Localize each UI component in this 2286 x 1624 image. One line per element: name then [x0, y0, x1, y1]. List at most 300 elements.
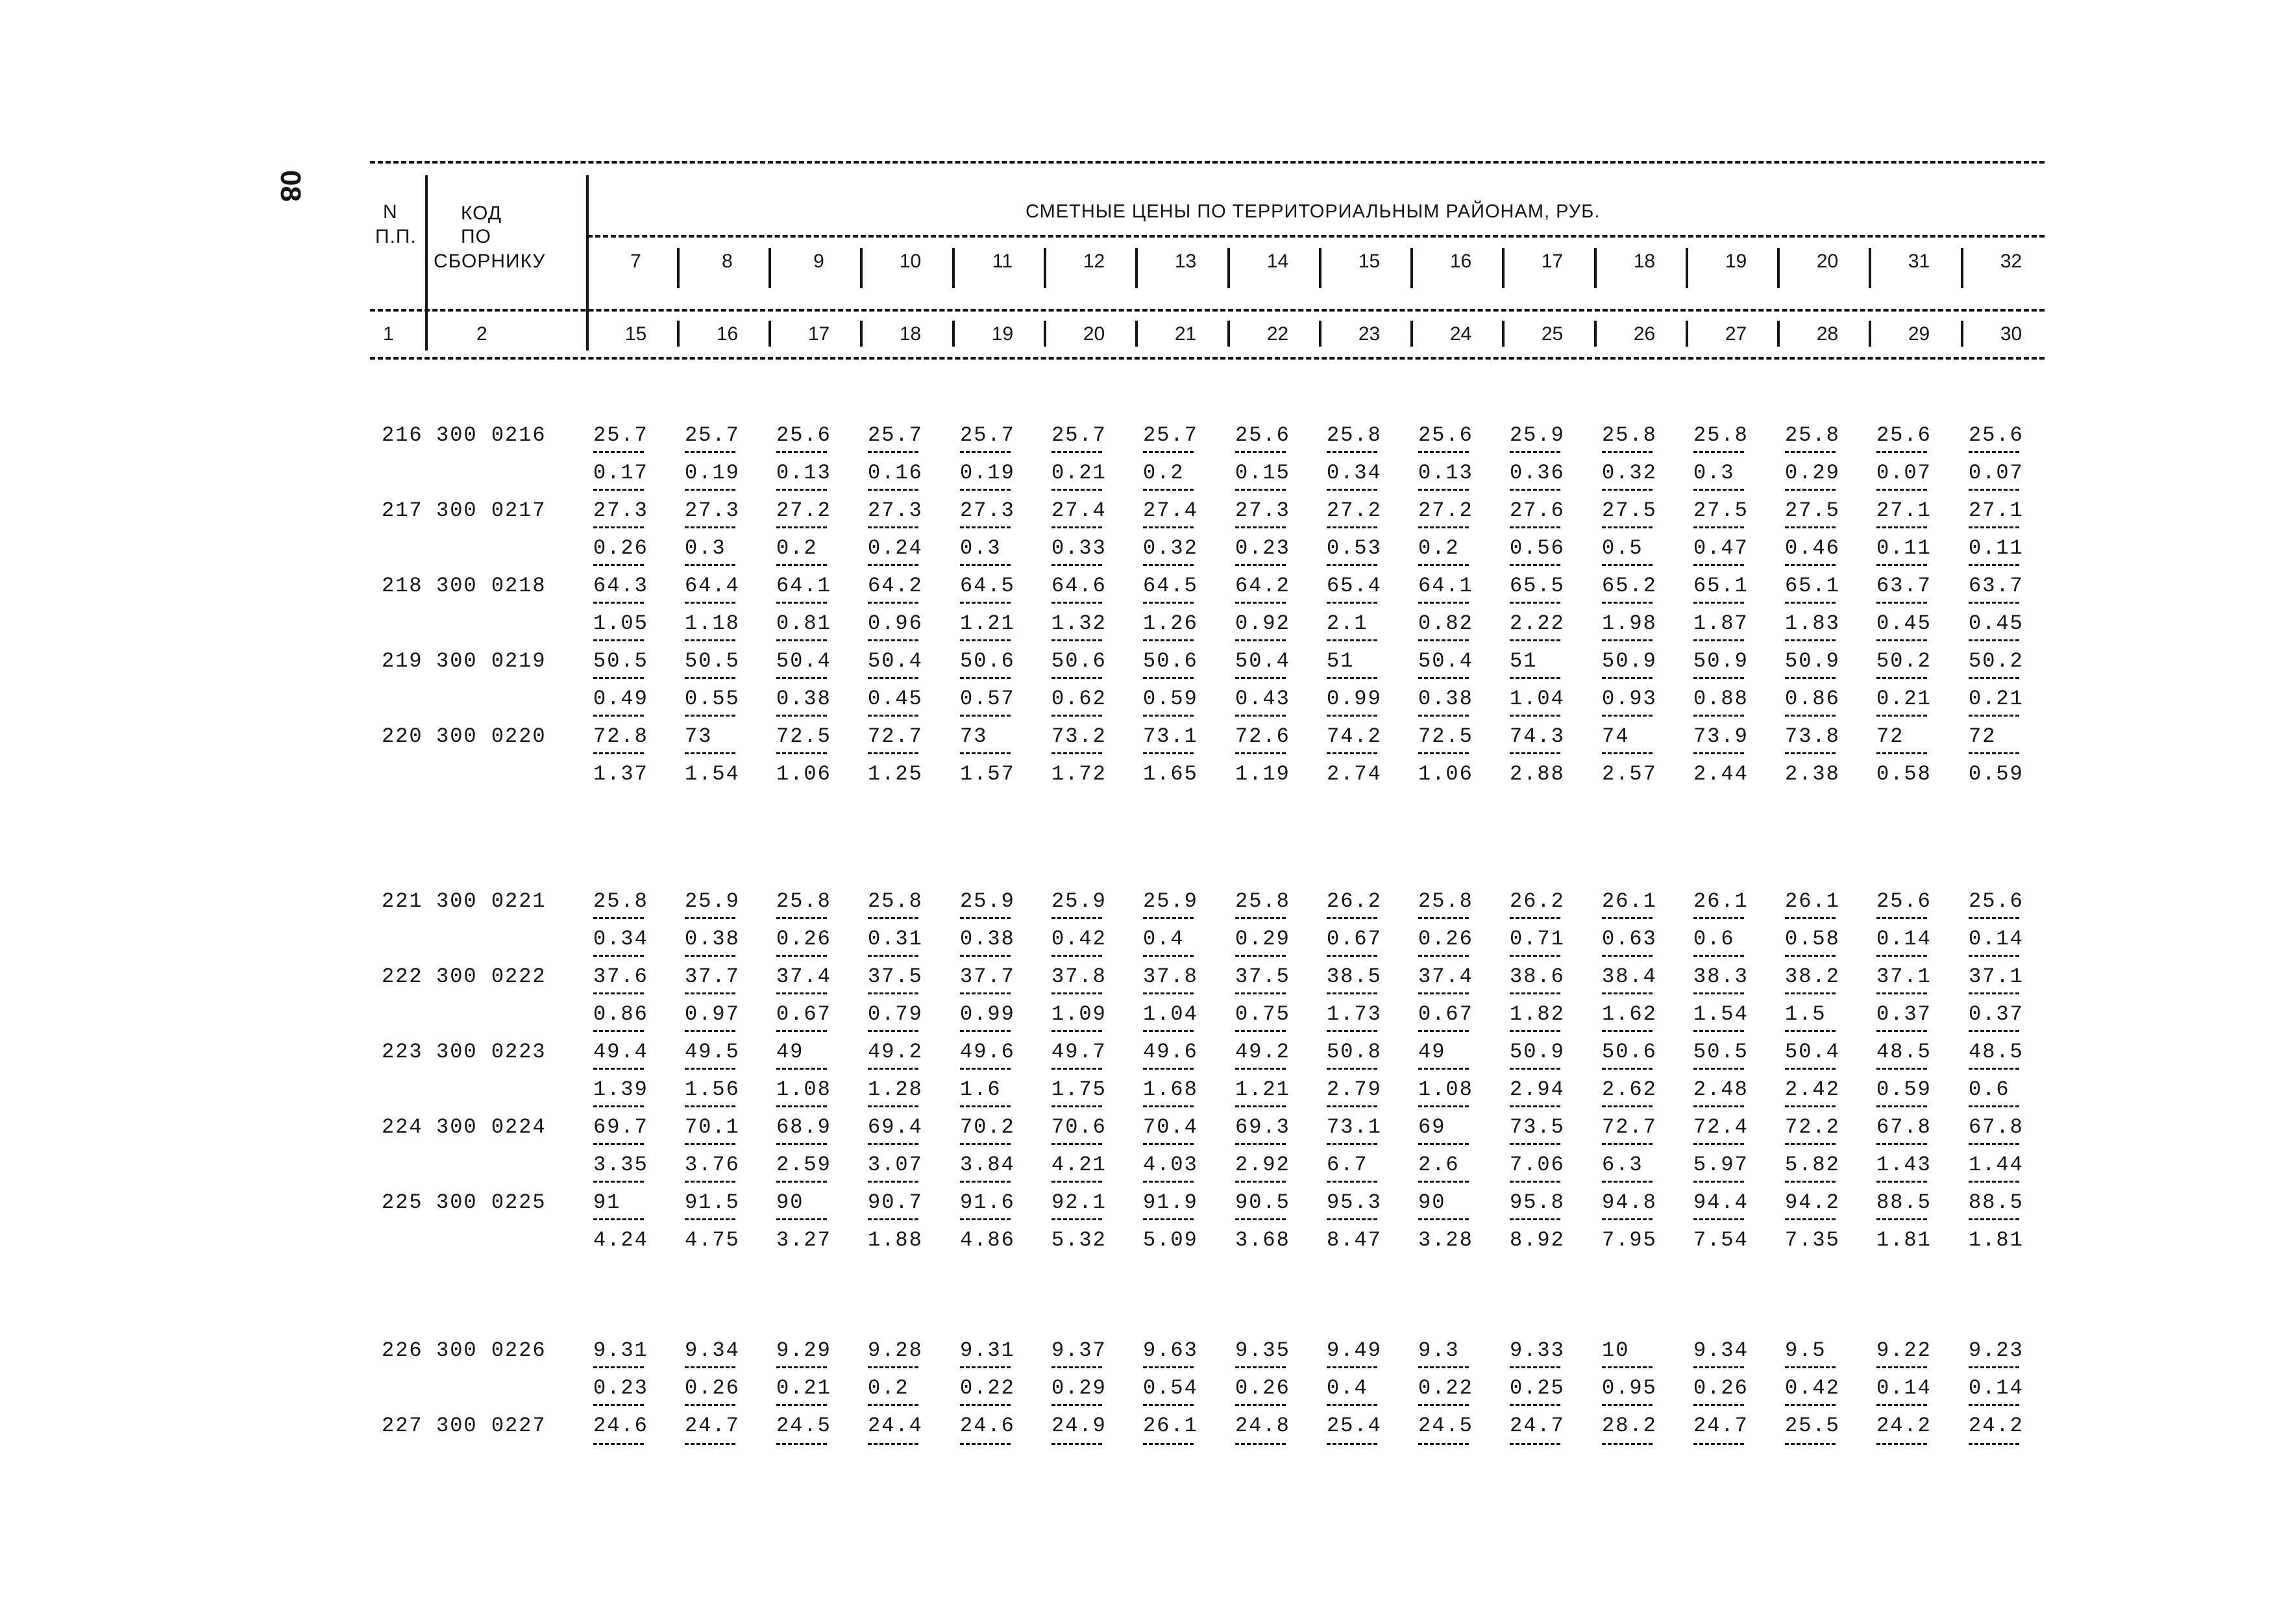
- table-cell: 69.4: [868, 1115, 923, 1139]
- cell-separator: [1418, 1143, 1469, 1145]
- cell-separator: [1876, 917, 1927, 919]
- table-cell: 0.43: [1235, 687, 1290, 711]
- cell-separator: [593, 1404, 644, 1406]
- row-code: 300 0223: [436, 1040, 547, 1064]
- cell-separator: [1051, 917, 1102, 919]
- cell-separator: [593, 955, 644, 957]
- table-cell: 1.21: [960, 611, 1015, 635]
- table-cell: 26.1: [1693, 889, 1749, 913]
- row-code: 300 0218: [436, 574, 547, 598]
- cell-separator: [960, 564, 1011, 566]
- cell-separator: [776, 1143, 827, 1145]
- table-cell: 10: [1602, 1338, 1630, 1362]
- table-cell: 25.9: [1143, 889, 1198, 913]
- cell-separator: [868, 602, 918, 604]
- table-cell: 50.4: [868, 649, 923, 673]
- table-cell: 73.2: [1051, 724, 1107, 748]
- table-cell: 0.45: [1876, 611, 1932, 635]
- table-cell: 0.67: [1418, 1002, 1473, 1026]
- table-cell: 72.5: [776, 724, 831, 748]
- cell-separator: [1327, 1366, 1377, 1368]
- table-cell: 38.6: [1510, 965, 1565, 989]
- cell-separator: [1143, 1030, 1194, 1032]
- cell-separator: [868, 639, 918, 641]
- table-cell: 9.28: [868, 1338, 923, 1362]
- cell-separator: [1143, 992, 1194, 994]
- table-cell: 7.95: [1602, 1228, 1657, 1252]
- cell-separator: [1327, 1143, 1377, 1145]
- table-cell: 0.23: [593, 1376, 648, 1400]
- cell-separator: [1510, 1030, 1560, 1032]
- table-cell: 1.65: [1143, 762, 1198, 786]
- table-cell: 68.9: [776, 1115, 831, 1139]
- cell-separator: [685, 1366, 735, 1368]
- table-cell: 0.13: [1418, 461, 1473, 485]
- cell-separator: [1876, 752, 1927, 754]
- table-title: СМЕТНЫЕ ЦЕНЫ ПО ТЕРРИТОРИАЛЬНЫМ РАЙОНАМ, РУБ.: [1026, 201, 1601, 222]
- table-cell: 25.6: [1969, 889, 2024, 913]
- table-cell: 70.6: [1051, 1115, 1107, 1139]
- table-cell: 0.88: [1693, 687, 1749, 711]
- cell-separator: [1969, 715, 2019, 717]
- table-cell: 3.35: [593, 1153, 648, 1177]
- cell-separator: [1602, 1366, 1653, 1368]
- cell-separator: [1327, 1068, 1377, 1070]
- table-cell: 27.3: [593, 498, 648, 523]
- table-cell: 50.6: [1143, 649, 1198, 673]
- col-divider: [425, 175, 428, 351]
- table-cell: 24.7: [1693, 1414, 1749, 1438]
- cell-separator: [1510, 451, 1560, 453]
- cell-separator: [1510, 917, 1560, 919]
- cell-separator: [1876, 1404, 1927, 1406]
- table-cell: 0.37: [1969, 1002, 2024, 1026]
- cell-separator: [1327, 1404, 1377, 1406]
- cell-separator: [1876, 489, 1927, 491]
- cell-separator: [776, 715, 827, 717]
- cell-separator: [1418, 1105, 1469, 1107]
- cell-separator: [1051, 955, 1102, 957]
- table-cell: 49.2: [1235, 1040, 1290, 1064]
- table-cell: 88.5: [1969, 1190, 2024, 1214]
- cell-separator: [1235, 1443, 1286, 1445]
- table-cell: 2.62: [1602, 1077, 1657, 1101]
- table-cell: 0.37: [1876, 1002, 1932, 1026]
- cell-separator: [1602, 1143, 1653, 1145]
- table-cell: 0.32: [1143, 536, 1198, 560]
- cell-separator: [1051, 992, 1102, 994]
- cell-separator: [960, 1366, 1011, 1368]
- table-cell: 2.22: [1510, 611, 1565, 635]
- table-cell: 0.21: [1969, 687, 2024, 711]
- table-cell: 74.3: [1510, 724, 1565, 748]
- cell-separator: [593, 1181, 644, 1183]
- table-cell: 37.7: [960, 965, 1015, 989]
- table-cell: 27.4: [1051, 498, 1107, 523]
- table-cell: 0.33: [1051, 536, 1107, 560]
- table-cell: 26.2: [1327, 889, 1382, 913]
- table-cell: 70.1: [685, 1115, 740, 1139]
- table-cell: 26.1: [1602, 889, 1657, 913]
- table-cell: 24.2: [1876, 1414, 1932, 1438]
- cell-separator: [1327, 715, 1377, 717]
- cell-separator: [1969, 1030, 2019, 1032]
- cell-separator: [1876, 1181, 1927, 1183]
- cell-separator: [1602, 752, 1653, 754]
- table-cell: 24.9: [1051, 1414, 1107, 1438]
- table-cell: 0.59: [1969, 762, 2024, 786]
- table-cell: 50.9: [1785, 649, 1840, 673]
- cell-separator: [1785, 1030, 1836, 1032]
- cell-separator: [960, 1105, 1011, 1107]
- col-index: 18: [899, 323, 922, 345]
- table-cell: 0.82: [1418, 611, 1473, 635]
- cell-separator: [1785, 1068, 1836, 1070]
- table-cell: 37.6: [593, 965, 648, 989]
- table-cell: 0.26: [593, 536, 648, 560]
- cell-separator: [1693, 1068, 1744, 1070]
- table-cell: 3.84: [960, 1153, 1015, 1177]
- cell-separator: [960, 1181, 1011, 1183]
- row-number: 216: [382, 423, 423, 447]
- cell-separator: [1693, 752, 1744, 754]
- cell-separator: [1785, 564, 1836, 566]
- cell-separator: [1235, 564, 1286, 566]
- cell-separator: [1235, 715, 1286, 717]
- cell-separator: [1143, 955, 1194, 957]
- cell-separator: [1235, 1143, 1286, 1145]
- table-cell: 25.6: [1876, 423, 1932, 447]
- header-mid-rule: [587, 235, 2045, 238]
- table-cell: 0.24: [868, 536, 923, 560]
- cell-separator: [960, 489, 1011, 491]
- table-cell: 2.94: [1510, 1077, 1565, 1101]
- col-code-label-3: СБОРНИКУ: [434, 251, 546, 272]
- table-cell: 1.87: [1693, 611, 1749, 635]
- table-cell: 73.9: [1693, 724, 1749, 748]
- table-cell: 91.5: [685, 1190, 740, 1214]
- table-cell: 1.81: [1969, 1228, 2024, 1252]
- cell-separator: [1693, 1218, 1744, 1220]
- table-cell: 0.93: [1602, 687, 1657, 711]
- cell-separator: [1602, 1068, 1653, 1070]
- row-code: 300 0227: [436, 1414, 547, 1438]
- table-cell: 9.35: [1235, 1338, 1290, 1362]
- table-cell: 1.05: [593, 611, 648, 635]
- cell-separator: [960, 1030, 1011, 1032]
- cell-separator: [1876, 992, 1927, 994]
- table-cell: 1.04: [1510, 687, 1565, 711]
- row-code: 300 0226: [436, 1338, 547, 1362]
- table-cell: 1.09: [1051, 1002, 1107, 1026]
- table-cell: 50.9: [1693, 649, 1749, 673]
- table-cell: 25.6: [1876, 889, 1932, 913]
- cell-separator: [1785, 639, 1836, 641]
- cell-separator: [1051, 602, 1102, 604]
- cell-separator: [1510, 1366, 1560, 1368]
- col-index: 29: [1908, 323, 1930, 345]
- cell-separator: [593, 677, 644, 679]
- cell-separator: [960, 451, 1011, 453]
- table-cell: 25.7: [1051, 423, 1107, 447]
- cell-separator: [868, 677, 918, 679]
- cell-separator: [1602, 715, 1653, 717]
- cell-separator: [868, 1218, 918, 1220]
- cell-separator: [1785, 955, 1836, 957]
- cell-separator: [593, 1443, 644, 1445]
- table-cell: 0.38: [1418, 687, 1473, 711]
- table-cell: 25.6: [1418, 423, 1473, 447]
- cell-separator: [1235, 451, 1286, 453]
- col-divider: [952, 248, 955, 288]
- cell-separator: [1969, 639, 2019, 641]
- cell-separator: [1051, 715, 1102, 717]
- table-cell: 25.8: [1327, 423, 1382, 447]
- table-cell: 0.47: [1693, 536, 1749, 560]
- table-cell: 25.8: [1693, 423, 1749, 447]
- col-n-sublabel: П.П.: [375, 226, 417, 247]
- table-cell: 0.86: [1785, 687, 1840, 711]
- table-cell: 24.8: [1235, 1414, 1290, 1438]
- cell-separator: [1602, 639, 1653, 641]
- cell-separator: [593, 752, 644, 754]
- cell-separator: [960, 1068, 1011, 1070]
- cell-separator: [1327, 917, 1377, 919]
- cell-separator: [776, 1030, 827, 1032]
- table-cell: 0.99: [960, 1002, 1015, 1026]
- cell-separator: [776, 752, 827, 754]
- cell-separator: [685, 1105, 735, 1107]
- cell-separator: [1693, 1030, 1744, 1032]
- col-divider: [1777, 321, 1780, 347]
- table-cell: 9.34: [1693, 1338, 1749, 1362]
- cell-separator: [1418, 955, 1469, 957]
- table-cell: 25.5: [1785, 1414, 1840, 1438]
- cell-separator: [1418, 639, 1469, 641]
- table-cell: 73.5: [1510, 1115, 1565, 1139]
- cell-separator: [1418, 917, 1469, 919]
- cell-separator: [1051, 1404, 1102, 1406]
- cell-separator: [868, 752, 918, 754]
- table-cell: 6.3: [1602, 1153, 1643, 1177]
- cell-separator: [1602, 1030, 1653, 1032]
- table-cell: 2.59: [776, 1153, 831, 1177]
- cell-separator: [685, 677, 735, 679]
- table-cell: 5.32: [1051, 1228, 1107, 1252]
- table-cell: 92.1: [1051, 1190, 1107, 1214]
- cell-separator: [1327, 955, 1377, 957]
- table-cell: 73.8: [1785, 724, 1840, 748]
- table-cell: 2.48: [1693, 1077, 1749, 1101]
- table-cell: 27.1: [1876, 498, 1932, 523]
- table-cell: 1.28: [868, 1077, 923, 1101]
- table-cell: 38.2: [1785, 965, 1840, 989]
- row-number: 221: [382, 889, 423, 913]
- cell-separator: [1418, 564, 1469, 566]
- table-cell: 64.6: [1051, 574, 1107, 598]
- cell-separator: [776, 639, 827, 641]
- col-index: 30: [2000, 323, 2022, 345]
- table-cell: 64.5: [1143, 574, 1198, 598]
- table-cell: 65.5: [1510, 574, 1565, 598]
- table-cell: 27.1: [1969, 498, 2024, 523]
- table-cell: 8.92: [1510, 1228, 1565, 1252]
- cell-separator: [1327, 1030, 1377, 1032]
- table-cell: 0.67: [776, 1002, 831, 1026]
- table-cell: 0.5: [1602, 536, 1643, 560]
- region-header: 14: [1266, 251, 1289, 272]
- row-number: 226: [382, 1338, 423, 1362]
- table-cell: 25.7: [960, 423, 1015, 447]
- cell-separator: [868, 489, 918, 491]
- table-cell: 27.5: [1602, 498, 1657, 523]
- table-cell: 49.7: [1051, 1040, 1107, 1064]
- col-divider: [1319, 321, 1321, 347]
- table-cell: 37.5: [1235, 965, 1290, 989]
- cell-separator: [1785, 715, 1836, 717]
- table-cell: 64.4: [685, 574, 740, 598]
- table-cell: 25.8: [776, 889, 831, 913]
- cell-separator: [1327, 639, 1377, 641]
- table-cell: 38.5: [1327, 965, 1382, 989]
- cell-separator: [1327, 1218, 1377, 1220]
- table-cell: 5.09: [1143, 1228, 1198, 1252]
- table-cell: 37.7: [685, 965, 740, 989]
- table-cell: 0.31: [868, 927, 923, 951]
- table-cell: 0.15: [1235, 461, 1290, 485]
- cell-separator: [685, 489, 735, 491]
- cell-separator: [1143, 602, 1194, 604]
- cell-separator: [685, 1443, 735, 1445]
- table-cell: 0.49: [593, 687, 648, 711]
- table-cell: 0.62: [1051, 687, 1107, 711]
- col-divider: [1227, 321, 1230, 347]
- cell-separator: [685, 526, 735, 528]
- table-cell: 0.2: [776, 536, 818, 560]
- cell-separator: [1143, 1366, 1194, 1368]
- table-cell: 0.26: [1235, 1376, 1290, 1400]
- cell-separator: [1693, 992, 1744, 994]
- table-cell: 0.34: [593, 927, 648, 951]
- cell-separator: [685, 639, 735, 641]
- col-divider: [1686, 321, 1688, 347]
- cell-separator: [1969, 917, 2019, 919]
- col-index: 24: [1449, 323, 1472, 345]
- table-cell: 0.96: [868, 611, 923, 635]
- table-cell: 0.3: [1693, 461, 1735, 485]
- table-cell: 1.75: [1051, 1077, 1107, 1101]
- cell-separator: [1693, 677, 1744, 679]
- table-cell: 1.73: [1327, 1002, 1382, 1026]
- cell-separator: [685, 955, 735, 957]
- col-divider: [1502, 321, 1505, 347]
- col-divider: [768, 321, 771, 347]
- cell-separator: [1235, 677, 1286, 679]
- cell-separator: [1510, 1404, 1560, 1406]
- row-number: 223: [382, 1040, 423, 1064]
- table-cell: 49.6: [960, 1040, 1015, 1064]
- region-header: 16: [1449, 251, 1472, 272]
- table-cell: 27.3: [685, 498, 740, 523]
- table-cell: 38.3: [1693, 965, 1749, 989]
- cell-separator: [1143, 1143, 1194, 1145]
- cell-separator: [1785, 1143, 1836, 1145]
- table-cell: 90: [1418, 1190, 1446, 1214]
- cell-separator: [1510, 602, 1560, 604]
- cell-separator: [1235, 955, 1286, 957]
- table-cell: 91: [593, 1190, 621, 1214]
- cell-separator: [1143, 1404, 1194, 1406]
- cell-separator: [1143, 526, 1194, 528]
- cell-separator: [1051, 451, 1102, 453]
- table-cell: 27.6: [1510, 498, 1565, 523]
- cell-separator: [1143, 489, 1194, 491]
- cell-separator: [1693, 1366, 1744, 1368]
- table-cell: 24.7: [1510, 1414, 1565, 1438]
- table-cell: 0.38: [776, 687, 831, 711]
- table-cell: 8.47: [1327, 1228, 1382, 1252]
- table-cell: 50.9: [1602, 649, 1657, 673]
- cell-separator: [593, 564, 644, 566]
- table-cell: 65.2: [1602, 574, 1657, 598]
- cell-separator: [1051, 1105, 1102, 1107]
- table-cell: 25.9: [685, 889, 740, 913]
- table-cell: 2.44: [1693, 762, 1749, 786]
- cell-separator: [1235, 1068, 1286, 1070]
- cell-separator: [868, 1181, 918, 1183]
- cell-separator: [1602, 602, 1653, 604]
- col-divider: [860, 248, 863, 288]
- cell-separator: [1969, 564, 2019, 566]
- table-cell: 4.21: [1051, 1153, 1107, 1177]
- table-cell: 0.22: [960, 1376, 1015, 1400]
- cell-separator: [1418, 992, 1469, 994]
- row-code: 300 0220: [436, 724, 547, 748]
- table-cell: 9.5: [1785, 1338, 1826, 1362]
- cell-separator: [1510, 715, 1560, 717]
- table-cell: 37.4: [776, 965, 831, 989]
- cell-separator: [1693, 602, 1744, 604]
- table-cell: 0.26: [1693, 1376, 1749, 1400]
- table-cell: 27.2: [1327, 498, 1382, 523]
- table-cell: 1.68: [1143, 1077, 1198, 1101]
- cell-separator: [960, 602, 1011, 604]
- cell-separator: [1602, 1181, 1653, 1183]
- table-cell: 9.23: [1969, 1338, 2024, 1362]
- cell-separator: [1143, 1181, 1194, 1183]
- cell-separator: [1969, 1181, 2019, 1183]
- cell-separator: [1693, 489, 1744, 491]
- table-cell: 70.2: [960, 1115, 1015, 1139]
- table-cell: 64.2: [868, 574, 923, 598]
- table-cell: 0.53: [1327, 536, 1382, 560]
- table-cell: 24.5: [1418, 1414, 1473, 1438]
- table-cell: 0.54: [1143, 1376, 1198, 1400]
- cell-separator: [1235, 1105, 1286, 1107]
- region-header: 20: [1816, 251, 1839, 272]
- cell-separator: [960, 1443, 1011, 1445]
- cell-separator: [1693, 1105, 1744, 1107]
- table-cell: 25.8: [1602, 423, 1657, 447]
- cell-separator: [1051, 1143, 1102, 1145]
- table-cell: 0.42: [1785, 1376, 1840, 1400]
- table-cell: 49.6: [1143, 1040, 1198, 1064]
- col-divider: [1135, 248, 1138, 288]
- cell-separator: [1143, 564, 1194, 566]
- table-cell: 27.3: [960, 498, 1015, 523]
- table-cell: 4.03: [1143, 1153, 1198, 1177]
- cell-separator: [960, 639, 1011, 641]
